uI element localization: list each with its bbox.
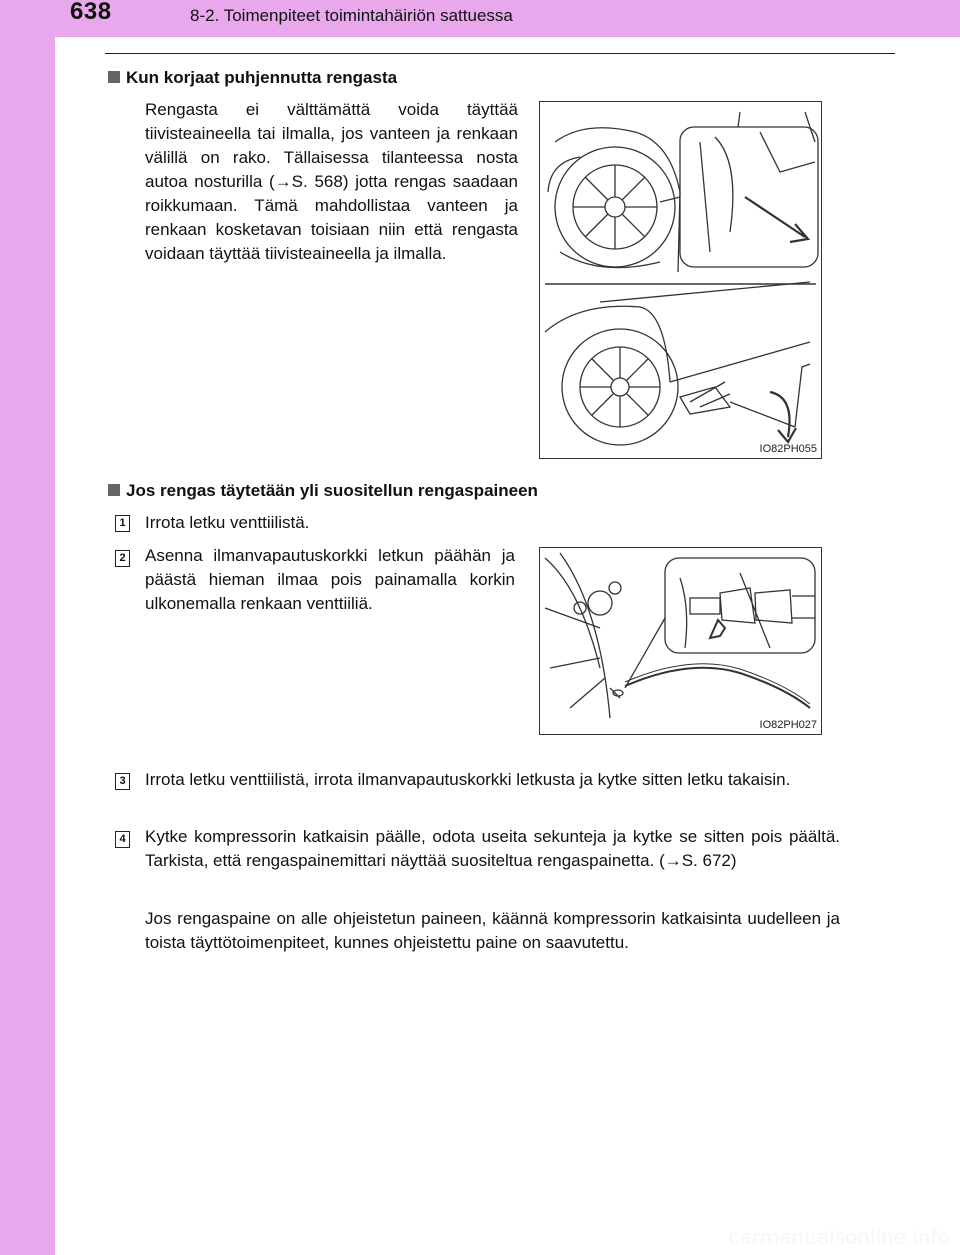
watermark: carmanualsonline.info <box>728 1225 950 1249</box>
valve-cap-illustration <box>540 548 821 734</box>
header-bar <box>0 0 960 37</box>
figure-jack-lift <box>539 101 822 459</box>
step-number-1: 1 <box>115 515 130 532</box>
step-4-text: Kytke kompressorin katkaisin päälle, odota useita sekunteja ja kytke se sitten pois päältä. Tarkista, että rengaspainemittari näyttää suositeltua rengaspainetta. (→S. 672) <box>145 827 840 870</box>
figure-code: IO82PH027 <box>759 719 817 731</box>
step-1-text: Irrota letku venttiilistä. <box>145 513 310 532</box>
bullet-square-icon <box>108 484 120 496</box>
section1-paragraph: Rengasta ei välttämättä voida täyttää tiivisteaineella tai ilmalla, jos vanteen ja renkaan välillä on rako. Tällaisessa tilanteessa nosta autoa nosturilla (→S. 568) jotta rengas saadaan roikkumaan. Tämä mahdollistaa vanteen ja renkaan kosketavan toisiaan niin että rengasta voidaan täyttää tiivisteaineella ja ilmalla. <box>145 100 518 263</box>
step-number-3: 3 <box>115 773 130 790</box>
page-body <box>55 37 960 1255</box>
page-number: 638 <box>70 0 112 25</box>
step-3-text: Irrota letku venttiilistä, irrota ilmanvapautuskorkki letkusta ja kytke sitten letku takaisin. <box>145 770 791 789</box>
step-2-text: Asenna ilmanvapautuskorkki letkun päähän ja päästä hieman ilmaa pois painamalla korkin ulkonemalla renkaan venttiiliä. <box>145 546 515 613</box>
figure-code: IO82PH055 <box>759 443 817 455</box>
bullet-square-icon <box>108 71 120 83</box>
figure-valve-release <box>539 547 822 735</box>
section-heading-text: Kun korjaat puhjennutta rengasta <box>126 68 398 87</box>
section-heading-overinflate <box>108 481 538 501</box>
section-heading-text: Jos rengas täytetään yli suositellun rengaspaineen <box>126 481 538 500</box>
chapter-title: 8-2. Toimenpiteet toimintahäiriön sattuessa <box>190 6 513 25</box>
step-number-2: 2 <box>115 550 130 567</box>
step-number-4: 4 <box>115 831 130 848</box>
top-rule <box>105 53 895 54</box>
car-jack-illustration <box>540 102 821 458</box>
step-4-note: Jos rengaspaine on alle ohjeistetun paineen, käännä kompressorin katkaisinta uudelleen ja toista täyttötoimenpiteet, kunnes ohjeistettu paine on saavutettu. <box>145 909 840 952</box>
section-heading-puncture <box>108 68 397 88</box>
